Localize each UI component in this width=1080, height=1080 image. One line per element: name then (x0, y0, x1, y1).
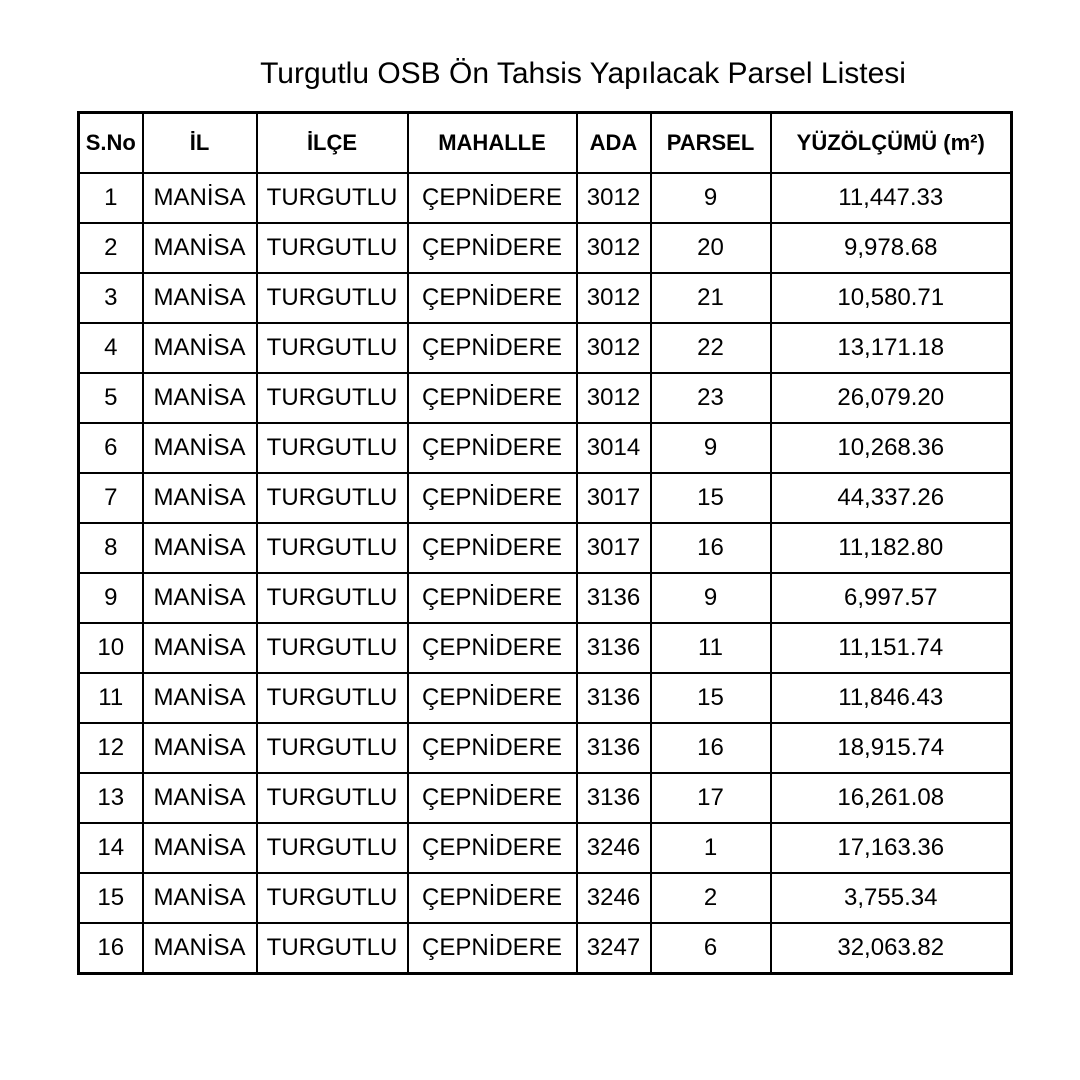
cell-ada: 3247 (577, 923, 651, 974)
cell-ada: 3012 (577, 323, 651, 373)
table-row (79, 873, 1012, 923)
cell-il: MANİSA (143, 673, 257, 723)
table-row (79, 823, 1012, 873)
cell-il: MANİSA (143, 923, 257, 974)
cell-ilce: TURGUTLU (257, 623, 408, 673)
cell-ilce: TURGUTLU (257, 173, 408, 223)
cell-ilce: TURGUTLU (257, 373, 408, 423)
cell-il: MANİSA (143, 573, 257, 623)
table-row (79, 773, 1012, 823)
cell-mahalle: ÇEPNİDERE (408, 523, 577, 573)
cell-ilce: TURGUTLU (257, 273, 408, 323)
cell-mahalle: ÇEPNİDERE (408, 623, 577, 673)
cell-area: 11,447.33 (771, 173, 1012, 223)
cell-parsel: 22 (651, 323, 771, 373)
cell-parsel: 21 (651, 273, 771, 323)
cell-mahalle: ÇEPNİDERE (408, 673, 577, 723)
cell-area: 10,580.71 (771, 273, 1012, 323)
cell-area: 3,755.34 (771, 873, 1012, 923)
cell-sno: 12 (79, 723, 143, 773)
header-area: YÜZÖLÇÜMÜ (m²) (771, 113, 1012, 174)
cell-il: MANİSA (143, 373, 257, 423)
page-title: Turgutlu OSB Ön Tahsis Yapılacak Parsel Listesi (260, 57, 906, 90)
cell-ilce: TURGUTLU (257, 523, 408, 573)
cell-sno: 15 (79, 873, 143, 923)
cell-il: MANİSA (143, 823, 257, 873)
table-row (79, 723, 1012, 773)
cell-mahalle: ÇEPNİDERE (408, 923, 577, 974)
cell-ilce: TURGUTLU (257, 723, 408, 773)
table-row (79, 523, 1012, 573)
table-row (79, 423, 1012, 473)
table-row (79, 573, 1012, 623)
table-row (79, 473, 1012, 523)
cell-sno: 16 (79, 923, 143, 974)
cell-area: 10,268.36 (771, 423, 1012, 473)
header-sno: S.No (79, 113, 143, 174)
cell-parsel: 17 (651, 773, 771, 823)
cell-ada: 3136 (577, 573, 651, 623)
header-ilce: İLÇE (257, 113, 408, 174)
cell-ilce: TURGUTLU (257, 923, 408, 974)
cell-ada: 3017 (577, 473, 651, 523)
cell-parsel: 2 (651, 873, 771, 923)
cell-mahalle: ÇEPNİDERE (408, 173, 577, 223)
cell-mahalle: ÇEPNİDERE (408, 373, 577, 423)
cell-parsel: 15 (651, 673, 771, 723)
cell-ilce: TURGUTLU (257, 423, 408, 473)
cell-ilce: TURGUTLU (257, 473, 408, 523)
cell-parsel: 23 (651, 373, 771, 423)
cell-ilce: TURGUTLU (257, 323, 408, 373)
cell-parsel: 9 (651, 573, 771, 623)
cell-area: 11,151.74 (771, 623, 1012, 673)
cell-mahalle: ÇEPNİDERE (408, 273, 577, 323)
header-parsel: PARSEL (651, 113, 771, 174)
cell-ada: 3246 (577, 823, 651, 873)
cell-mahalle: ÇEPNİDERE (408, 823, 577, 873)
table-row (79, 373, 1012, 423)
header-il: İL (143, 113, 257, 174)
cell-mahalle: ÇEPNİDERE (408, 323, 577, 373)
cell-ada: 3136 (577, 773, 651, 823)
cell-il: MANİSA (143, 623, 257, 673)
cell-ada: 3012 (577, 273, 651, 323)
cell-ada: 3012 (577, 373, 651, 423)
cell-ilce: TURGUTLU (257, 573, 408, 623)
cell-sno: 4 (79, 323, 143, 373)
cell-sno: 6 (79, 423, 143, 473)
cell-sno: 9 (79, 573, 143, 623)
cell-mahalle: ÇEPNİDERE (408, 723, 577, 773)
cell-area: 18,915.74 (771, 723, 1012, 773)
cell-sno: 10 (79, 623, 143, 673)
cell-il: MANİSA (143, 473, 257, 523)
cell-mahalle: ÇEPNİDERE (408, 573, 577, 623)
cell-area: 32,063.82 (771, 923, 1012, 974)
table-row (79, 223, 1012, 273)
cell-area: 17,163.36 (771, 823, 1012, 873)
header-ada: ADA (577, 113, 651, 174)
cell-ilce: TURGUTLU (257, 773, 408, 823)
cell-ada: 3136 (577, 673, 651, 723)
cell-il: MANİSA (143, 273, 257, 323)
table-header-row (79, 113, 1012, 174)
cell-sno: 1 (79, 173, 143, 223)
cell-ilce: TURGUTLU (257, 673, 408, 723)
table-row (79, 623, 1012, 673)
cell-ilce: TURGUTLU (257, 823, 408, 873)
cell-il: MANİSA (143, 523, 257, 573)
cell-area: 6,997.57 (771, 573, 1012, 623)
cell-ada: 3014 (577, 423, 651, 473)
cell-ilce: TURGUTLU (257, 873, 408, 923)
cell-ada: 3136 (577, 623, 651, 673)
cell-sno: 14 (79, 823, 143, 873)
cell-mahalle: ÇEPNİDERE (408, 473, 577, 523)
cell-il: MANİSA (143, 723, 257, 773)
table-row (79, 323, 1012, 373)
cell-sno: 5 (79, 373, 143, 423)
cell-mahalle: ÇEPNİDERE (408, 223, 577, 273)
cell-parsel: 20 (651, 223, 771, 273)
parcel-table (77, 111, 1013, 975)
cell-area: 26,079.20 (771, 373, 1012, 423)
cell-parsel: 9 (651, 173, 771, 223)
cell-parsel: 9 (651, 423, 771, 473)
cell-ada: 3136 (577, 723, 651, 773)
table-body (79, 173, 1012, 974)
table-row (79, 923, 1012, 974)
table-row (79, 673, 1012, 723)
cell-sno: 11 (79, 673, 143, 723)
cell-sno: 13 (79, 773, 143, 823)
cell-il: MANİSA (143, 773, 257, 823)
cell-ada: 3012 (577, 173, 651, 223)
cell-ilce: TURGUTLU (257, 223, 408, 273)
cell-ada: 3012 (577, 223, 651, 273)
cell-area: 11,182.80 (771, 523, 1012, 573)
cell-il: MANİSA (143, 423, 257, 473)
header-mahalle: MAHALLE (408, 113, 577, 174)
cell-parsel: 1 (651, 823, 771, 873)
cell-mahalle: ÇEPNİDERE (408, 773, 577, 823)
cell-area: 13,171.18 (771, 323, 1012, 373)
cell-sno: 8 (79, 523, 143, 573)
cell-sno: 7 (79, 473, 143, 523)
cell-area: 9,978.68 (771, 223, 1012, 273)
cell-sno: 2 (79, 223, 143, 273)
cell-area: 16,261.08 (771, 773, 1012, 823)
cell-parsel: 6 (651, 923, 771, 974)
cell-parsel: 11 (651, 623, 771, 673)
cell-sno: 3 (79, 273, 143, 323)
cell-il: MANİSA (143, 873, 257, 923)
cell-parsel: 15 (651, 473, 771, 523)
cell-area: 11,846.43 (771, 673, 1012, 723)
cell-ada: 3017 (577, 523, 651, 573)
cell-ada: 3246 (577, 873, 651, 923)
cell-mahalle: ÇEPNİDERE (408, 423, 577, 473)
cell-mahalle: ÇEPNİDERE (408, 873, 577, 923)
cell-parsel: 16 (651, 523, 771, 573)
cell-il: MANİSA (143, 223, 257, 273)
cell-area: 44,337.26 (771, 473, 1012, 523)
cell-il: MANİSA (143, 173, 257, 223)
cell-parsel: 16 (651, 723, 771, 773)
cell-il: MANİSA (143, 323, 257, 373)
table-row (79, 273, 1012, 323)
table-row (79, 173, 1012, 223)
